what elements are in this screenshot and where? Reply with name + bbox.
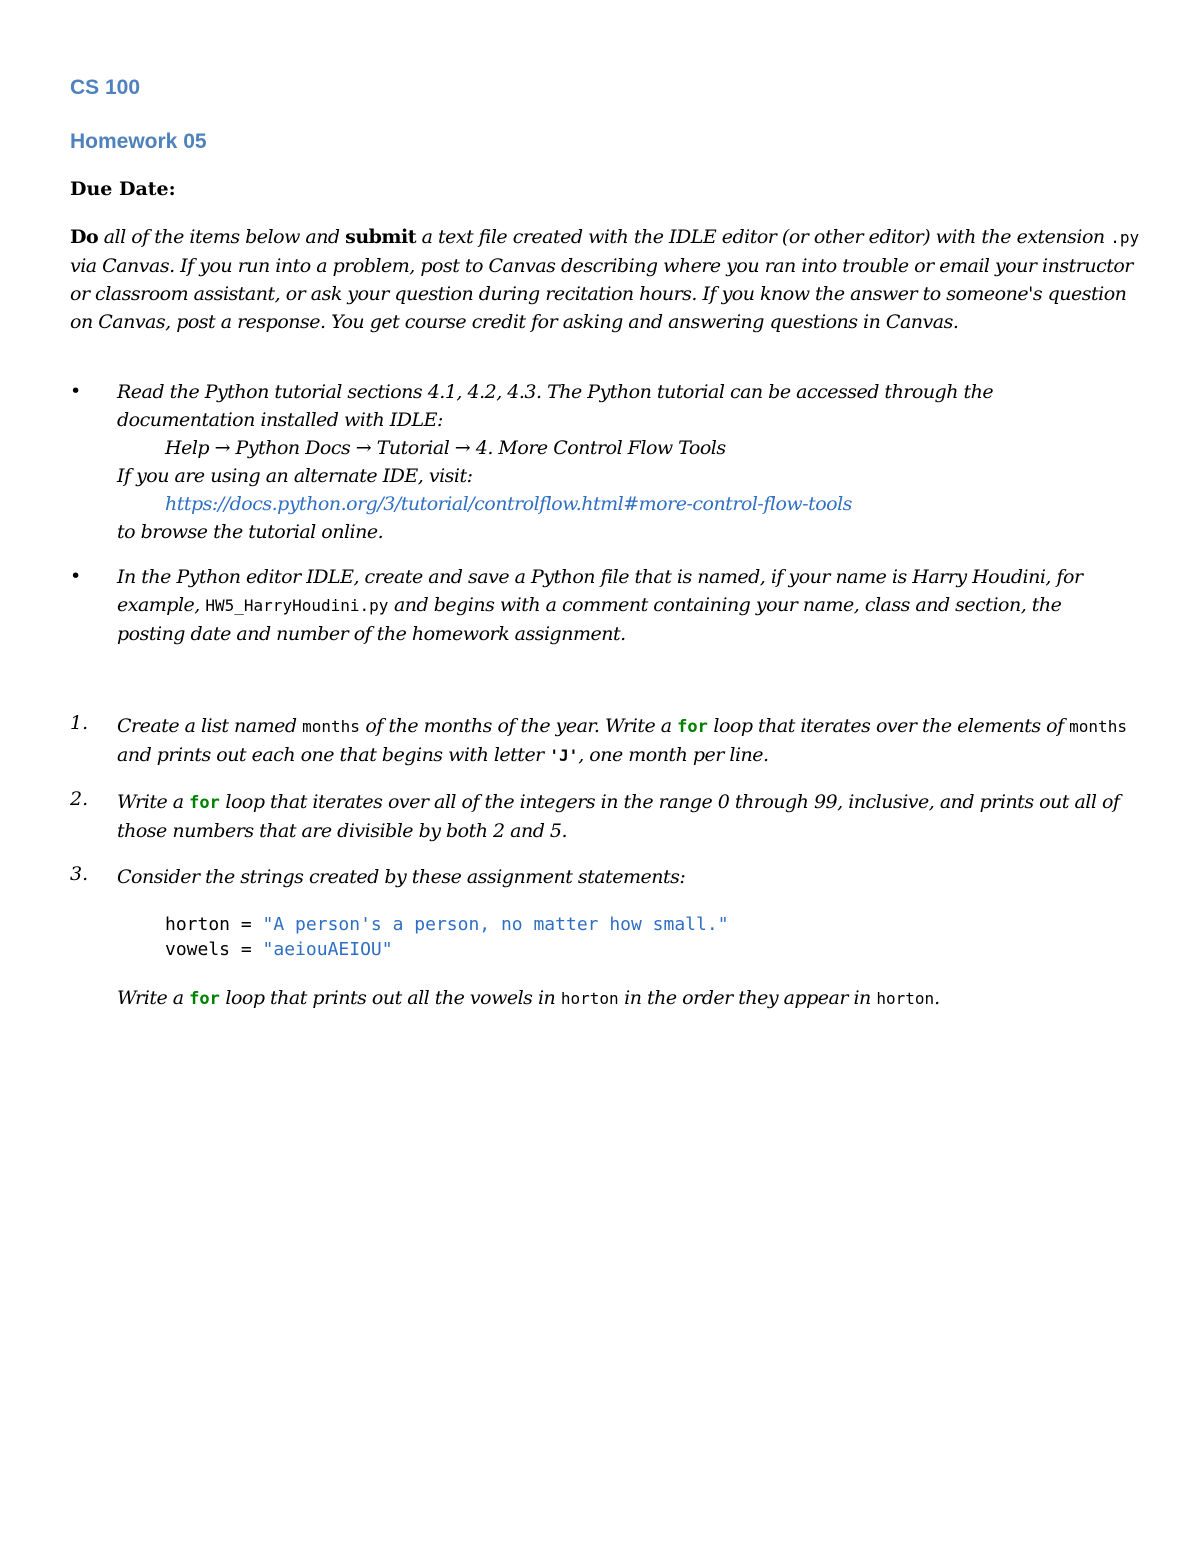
filename-code: HW5_HarryHoudini.py [205,596,389,615]
for-keyword-3: for [189,989,220,1009]
code-eq-2: = [230,939,263,960]
problem-1 [117,712,1147,770]
bullet-1 [117,378,1117,546]
homework-heading: Homework 05 [70,130,207,153]
code-block [165,912,729,962]
idle-menu-path: Help → Python Docs → Tutorial → 4. More Control Flow Tools [165,437,726,459]
intro-text-1: all of the items below and [98,226,346,248]
p2-text-1: Write a [117,791,190,813]
months-var: months [302,717,360,736]
alt-ide-text: If you are using an alternate IDE, visit: [117,465,473,487]
bullet-marker-2: • [70,565,82,587]
months-var-2: months [1069,717,1127,736]
problem-3-number: 3. [70,863,89,885]
bullet-marker-1: • [70,380,82,402]
due-date-label: Due Date: [70,178,176,200]
p1-text-5: , one month per line. [578,744,769,766]
horton-var-inline-2: horton [876,989,935,1008]
submit-text: submit [345,226,417,248]
bullet-2-text-1: In the Python editor IDLE, create and save a Python file that is named, if your name is Harry Houdini, for example, [117,566,1083,616]
p3-text-3: loop that prints out all the vowels in [219,987,561,1009]
problem-3-task [117,984,1147,1013]
problem-2-number: 2. [70,788,89,810]
p1-text-1: Create a list named [117,715,303,737]
intro-paragraph [70,223,1150,336]
do-text: Do [70,226,99,248]
horton-var: horton [165,914,231,935]
p3-text-4: in the order they appear in [618,987,877,1009]
code-eq-1: = [230,914,263,935]
p3-text-2: Write a [117,987,190,1009]
bullet-2-text-2: and begins with a comment containing your name, class and section, the posting date and number of the homework assignment. [117,594,1062,645]
browse-text: to browse the tutorial online. [117,521,384,543]
for-keyword: for [677,717,708,737]
problem-2 [117,788,1147,845]
vowels-string: "aeiouAEIOU" [262,939,393,960]
p1-text-3: loop that iterates over the elements of [707,715,1070,737]
p3-text-5: . [934,987,940,1009]
extension-code: .py [1110,228,1140,247]
problem-1-number: 1. [70,712,89,734]
intro-text-2: a text file created with the IDLE editor (or other editor) with the extension [416,226,1111,248]
p1-text-4: and prints out each one that begins with letter [117,744,550,766]
for-keyword-2: for [189,793,220,813]
bullet-2 [117,563,1117,648]
letter-j-code: 'J' [549,746,579,765]
vowels-var: vowels [165,939,231,960]
horton-string: "A person's a person, no matter how small." [262,914,729,935]
p2-text-2: loop that iterates over all of the integers in the range 0 through 99, inclusive, and prints out all of those numbers that are divisible by both 2 and 5. [117,791,1120,842]
course-heading: CS 100 [70,76,141,99]
tutorial-link[interactable]: https://docs.python.org/3/tutorial/controlflow.html#more-control-flow-tools [165,493,852,515]
horton-var-inline: horton [560,989,619,1008]
problem-3: Consider the strings created by these assignment statements: [117,866,686,888]
p1-text-2: of the months of the year. Write a [359,715,678,737]
bullet-1-text: Read the Python tutorial sections 4.1, 4.2, 4.3. The Python tutorial can be accessed through the documentation installed with IDLE: [117,381,994,431]
intro-text-3: via Canvas. If you run into a problem, post to Canvas describing where you ran into trouble or email your instructor or classroom assistant, or ask your question during recitation hours. If you know the answer to someone's question on Canvas, post a response. You get course credit for asking and answering questions in Canvas. [70,255,1133,333]
